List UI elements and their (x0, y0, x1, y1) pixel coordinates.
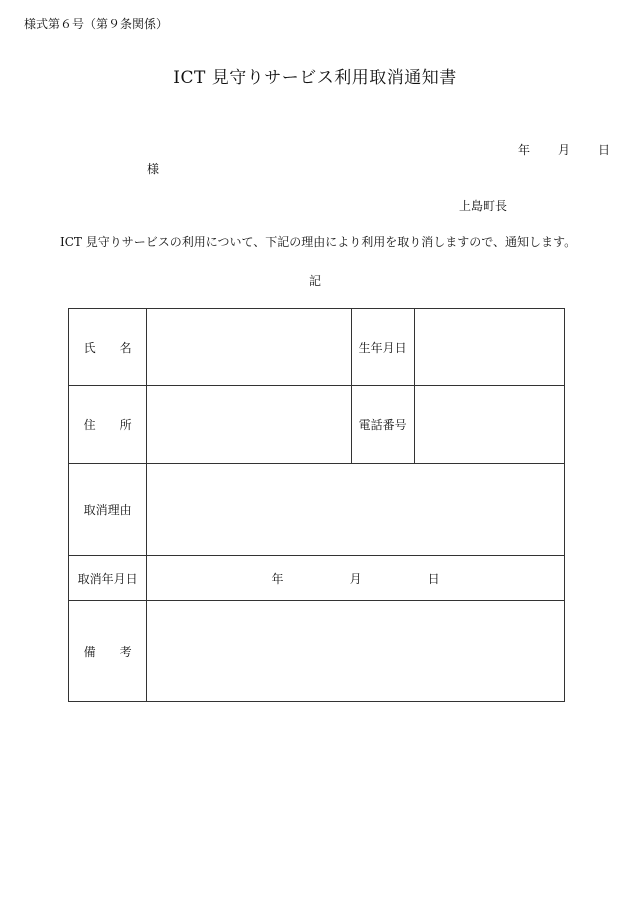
issuer-name: 上島町長 (459, 199, 508, 213)
cancel-date-year-label: 年 (271, 571, 284, 586)
recipient-honorific: 様 (147, 162, 160, 176)
address-field (147, 386, 351, 464)
form-number: 様式第６号（第９条関係） (24, 17, 169, 31)
cancel-date-day-label: 日 (427, 571, 440, 586)
cancel-date-label: 取消年月日 (69, 556, 147, 601)
ki-heading: 記 (308, 274, 321, 288)
cancellation-form-table (68, 308, 565, 702)
date-line (518, 141, 610, 158)
phone-field (414, 386, 564, 464)
name-field (147, 309, 351, 386)
date-month-label: 月 (557, 143, 570, 157)
remarks-label: 備 考 (69, 601, 147, 702)
reason-label: 取消理由 (69, 464, 147, 556)
cancel-date-month-label: 月 (349, 571, 362, 586)
table-row-reason (69, 464, 565, 556)
table-row-address (69, 386, 565, 464)
table-row-remarks (69, 601, 565, 702)
birthdate-field (414, 309, 564, 386)
reason-field (147, 464, 565, 556)
cancel-date-field (147, 556, 565, 601)
notice-body-text: ICT 見守りサービスの利用について、下記の理由により利用を取り消しますので、通知します。 (60, 235, 577, 249)
table-row-name (69, 309, 565, 386)
address-label: 住 所 (69, 386, 147, 464)
name-label: 氏 名 (69, 309, 147, 386)
birthdate-label: 生年月日 (351, 309, 414, 386)
date-year-label: 年 (517, 143, 530, 157)
remarks-field (147, 601, 565, 702)
document-title: ICT 見守りサービス利用取消通知書 (173, 68, 457, 88)
table-row-cancel-date (69, 556, 565, 601)
date-day-label: 日 (597, 143, 610, 157)
phone-label: 電話番号 (351, 386, 414, 464)
